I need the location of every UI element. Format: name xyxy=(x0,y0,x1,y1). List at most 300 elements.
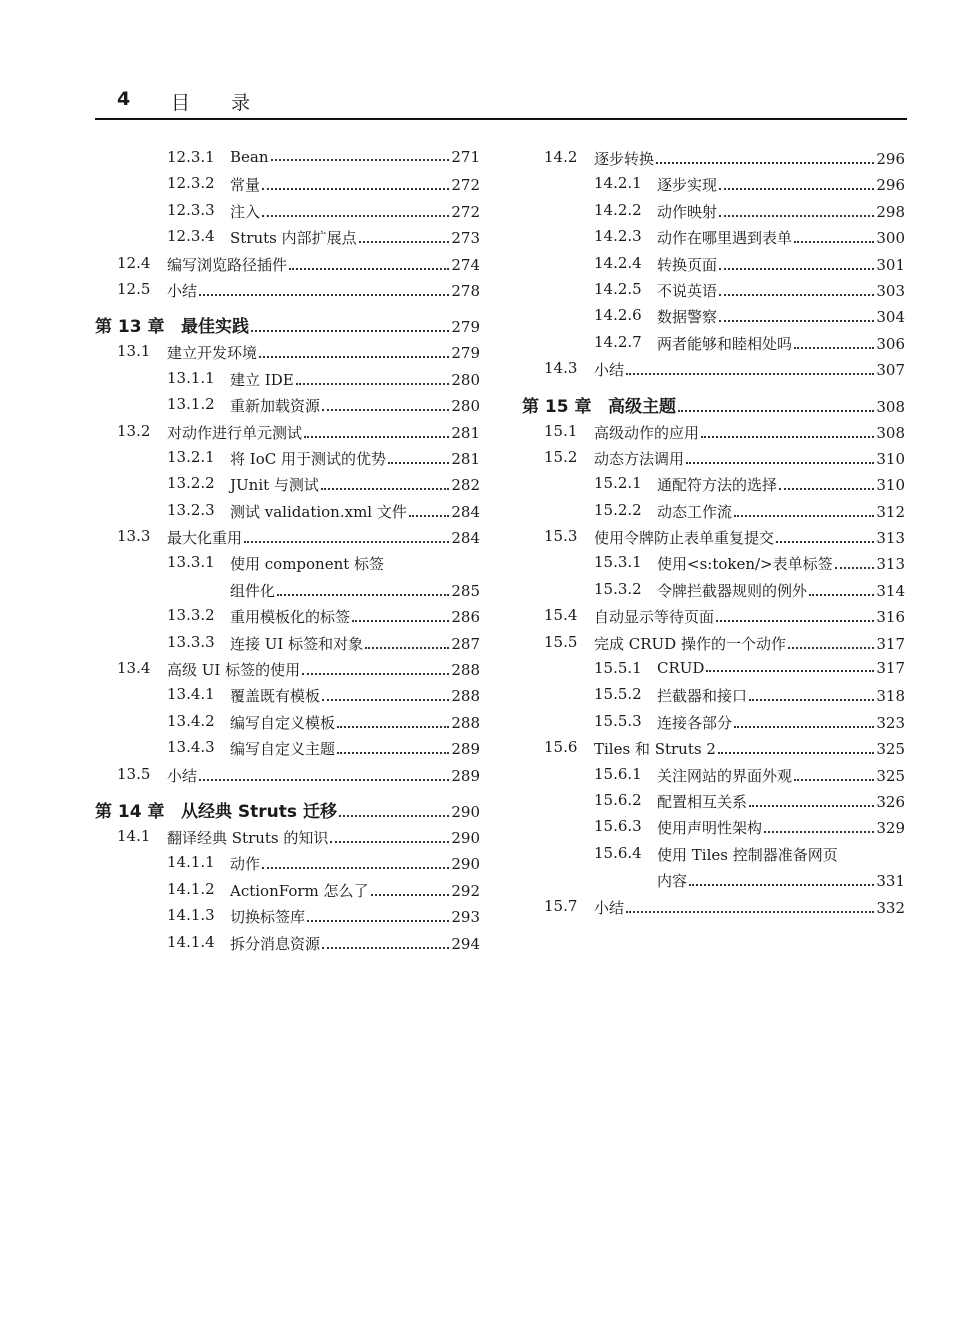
toc-entry-number: 13.3.1 xyxy=(167,553,215,572)
toc-entry-title: 使用<s:token/>表单标签 xyxy=(657,555,833,574)
toc-entry-line xyxy=(594,527,905,548)
toc-entry-line xyxy=(594,359,905,380)
toc-entry-title: 通配符方法的选择 xyxy=(657,476,778,495)
toc-entry xyxy=(522,603,905,629)
dot-leader xyxy=(339,814,449,817)
dot-leader xyxy=(734,725,874,728)
toc-entry xyxy=(95,471,480,497)
toc-entry xyxy=(95,630,480,656)
toc-entry-line xyxy=(167,280,480,301)
toc-entry-page: 285 xyxy=(451,581,480,600)
toc-entry-line xyxy=(594,633,905,654)
dot-leader xyxy=(359,240,450,243)
toc-entry-page: 273 xyxy=(451,229,480,248)
toc-entry-number: 14.2.1 xyxy=(594,174,642,193)
toc-entry-title: 连接各部分 xyxy=(657,713,733,732)
toc-entry-title: 测试 validation.xml 文件 xyxy=(230,502,407,521)
toc-entry-number: 15.3.1 xyxy=(594,553,642,572)
toc-entry-page: 325 xyxy=(876,740,905,759)
toc-entry xyxy=(522,224,905,250)
toc-entry xyxy=(95,735,480,761)
toc-entry-line xyxy=(657,870,905,891)
toc-entry-line xyxy=(167,342,480,363)
page-number: 4 xyxy=(117,88,131,110)
toc-entry-number: 12.3.3 xyxy=(167,200,215,219)
toc-entry-line xyxy=(594,448,905,469)
toc-entry-number: 13.3.2 xyxy=(167,606,215,625)
toc-entry-number: 13.2 xyxy=(117,421,151,440)
toc-entry-line xyxy=(657,765,905,786)
toc-entry-title: 关注网站的界面外观 xyxy=(657,766,793,785)
toc-entry-title: 内容 xyxy=(657,872,688,891)
toc-entry-number: 14.1.1 xyxy=(167,853,215,872)
toc-entry xyxy=(95,392,480,418)
toc-entry-line xyxy=(167,527,480,548)
toc-entry-number: 12.3.2 xyxy=(167,174,215,193)
toc-entry-title: 将 IoC 用于测试的优势 xyxy=(230,449,386,468)
toc-entry-number: 13.3.3 xyxy=(167,632,215,651)
toc-entry-line xyxy=(608,392,905,417)
toc-entry-number: 14.1.4 xyxy=(167,932,215,951)
dot-leader xyxy=(352,619,449,622)
toc-entry-page: 280 xyxy=(451,370,480,389)
toc-entry-number: 13.2.2 xyxy=(167,474,215,493)
dot-leader xyxy=(794,778,874,781)
toc-entry-line xyxy=(657,659,905,677)
toc-entry-title: 自动显示等待页面 xyxy=(594,608,715,627)
toc-entry-line xyxy=(657,280,905,301)
dot-leader xyxy=(322,698,449,701)
dot-leader xyxy=(321,487,449,490)
dot-leader xyxy=(776,540,874,543)
toc-entry-title: 编写自定义模板 xyxy=(230,713,336,732)
dot-leader xyxy=(686,461,874,464)
dot-leader xyxy=(302,672,449,675)
toc-entry xyxy=(95,224,480,250)
toc-entry-number: 15.5.2 xyxy=(594,685,642,704)
dot-leader xyxy=(388,461,449,464)
toc-entry-title: 令牌拦截器规则的例外 xyxy=(657,581,808,600)
toc-entry-number: 14.3 xyxy=(544,359,578,378)
dot-leader xyxy=(764,830,874,833)
toc-entry-number: 14.2 xyxy=(544,148,578,166)
toc-entry-page: 272 xyxy=(451,176,480,195)
toc-entry-title: 高级主题 xyxy=(608,396,676,417)
toc-entry-line xyxy=(657,501,905,522)
toc-entry-number: 14.2.6 xyxy=(594,306,642,325)
toc-entry-page: 289 xyxy=(451,740,480,759)
toc-entry-line xyxy=(230,369,480,390)
toc-entry-line xyxy=(230,906,480,927)
toc-entry-title: 重新加载资源 xyxy=(230,397,321,416)
toc-entry xyxy=(95,251,480,277)
toc-entry-title: 建立开发环境 xyxy=(167,344,258,363)
toc-entry-number: 13.1.2 xyxy=(167,395,215,414)
toc-entry-line xyxy=(181,312,480,337)
toc-entry-page: 326 xyxy=(876,792,905,811)
dot-leader xyxy=(409,514,450,517)
dot-leader xyxy=(296,382,450,385)
toc-entry-number: 13.4 xyxy=(117,659,151,678)
toc-entry xyxy=(95,903,480,929)
dot-leader xyxy=(199,778,449,781)
toc-entry-number: 15.7 xyxy=(544,896,578,915)
toc-entry-line xyxy=(230,395,480,416)
toc-entry xyxy=(522,735,905,761)
toc-entry-line xyxy=(657,174,905,195)
toc-entry-title: JUnit 与测试 xyxy=(230,476,319,495)
toc-entry-number: 15.6.2 xyxy=(594,790,642,809)
toc-entry xyxy=(95,171,480,197)
toc-entry-page: 314 xyxy=(876,581,905,600)
toc-entry-page: 312 xyxy=(876,502,905,521)
toc-entry-page: 310 xyxy=(876,449,905,468)
dot-leader xyxy=(835,566,875,569)
toc-entry xyxy=(95,145,480,171)
dot-leader xyxy=(719,214,874,217)
toc-entry-number: 12.4 xyxy=(117,253,151,272)
toc-entry-line xyxy=(230,174,480,195)
dot-leader xyxy=(626,910,874,913)
toc-entry-line xyxy=(230,201,480,222)
toc-entry-title: 翻译经典 Struts 的知识 xyxy=(167,828,329,847)
toc-entry-page: 288 xyxy=(451,713,480,732)
toc-entry-title: 不说英语 xyxy=(657,281,718,300)
toc-entry-page: 303 xyxy=(876,281,905,300)
toc-entry-page: 282 xyxy=(451,476,480,495)
dot-leader xyxy=(337,725,449,728)
toc-entry-line xyxy=(230,685,480,706)
toc-entry-page: 307 xyxy=(876,361,905,380)
toc-entry-line xyxy=(230,606,480,627)
dot-leader xyxy=(719,187,874,190)
dot-leader xyxy=(371,893,450,896)
dot-leader xyxy=(626,372,874,375)
toc-entry-page: 296 xyxy=(876,150,905,168)
toc-entry-number: 15.6.4 xyxy=(594,843,642,862)
toc-entry-title: 连接 UI 标签和对象 xyxy=(230,634,364,653)
toc-entry-title: 小结 xyxy=(167,766,198,785)
dot-leader xyxy=(719,293,874,296)
toc-entry-title: 动作在哪里遇到表单 xyxy=(657,229,793,248)
toc-entry-page: 308 xyxy=(876,423,905,442)
toc-entry-line xyxy=(230,501,480,522)
toc-entry-page: 279 xyxy=(451,344,480,363)
toc-entry-line xyxy=(167,827,480,848)
dot-leader xyxy=(262,866,449,869)
toc-entry-page: 286 xyxy=(451,608,480,627)
dot-leader xyxy=(277,593,449,596)
toc-entry-page: 288 xyxy=(451,687,480,706)
toc-entry xyxy=(522,577,905,603)
toc-entry-number: 14.1.3 xyxy=(167,906,215,925)
toc-entry xyxy=(522,524,905,550)
toc-entry xyxy=(95,682,480,708)
toc-entry-page: 325 xyxy=(876,766,905,785)
toc-entry-line xyxy=(230,933,480,954)
toc-entry-page: 272 xyxy=(451,202,480,221)
toc-entry-number: 13.2.1 xyxy=(167,447,215,466)
toc-entry xyxy=(95,339,480,365)
toc-entry-number: 13.2.3 xyxy=(167,500,215,519)
toc-entry xyxy=(522,630,905,656)
toc-entry-line xyxy=(594,738,905,759)
toc-entry-page: 289 xyxy=(451,766,480,785)
toc-entry-title: 编写自定义主题 xyxy=(230,740,336,759)
toc-entry-page: 294 xyxy=(451,934,480,953)
toc-entry-number: 12.5 xyxy=(117,279,151,298)
toc-entry-line xyxy=(657,474,905,495)
toc-entry xyxy=(95,850,480,876)
toc-entry xyxy=(95,577,480,603)
toc-entry-line xyxy=(167,765,480,786)
toc-entry-line xyxy=(594,897,905,918)
dot-leader xyxy=(678,409,874,412)
toc-entry xyxy=(522,303,905,329)
toc-entry-page: 290 xyxy=(451,855,480,874)
toc-entry xyxy=(522,471,905,497)
toc-entry-page: 329 xyxy=(876,819,905,838)
dot-leader xyxy=(788,646,874,649)
toc-entry-number: 14.1.2 xyxy=(167,879,215,898)
toc-entry-number: 15.6 xyxy=(544,738,578,757)
toc-entry-page: 280 xyxy=(451,397,480,416)
toc-entry-title: 两者能够和睦相处吗 xyxy=(657,334,793,353)
toc-entry xyxy=(95,366,480,392)
page-header xyxy=(95,82,907,120)
toc-entry-title: 动作映射 xyxy=(657,202,718,221)
toc-entry-title: 最佳实践 xyxy=(181,317,249,338)
toc-entry-number: 14.2.2 xyxy=(594,200,642,219)
toc-entry-title: Struts 内部扩展点 xyxy=(230,229,357,248)
toc-entry-line xyxy=(657,227,905,248)
toc-entry xyxy=(95,419,480,445)
toc-entry-title: 组件化 xyxy=(230,581,276,600)
toc-entry xyxy=(522,894,905,920)
dot-leader xyxy=(706,669,874,672)
toc-entry-page: 316 xyxy=(876,608,905,627)
toc-entry-page: 287 xyxy=(451,634,480,653)
toc-entry-line xyxy=(657,201,905,222)
toc-entry-line xyxy=(167,254,480,275)
toc-entry-line xyxy=(657,685,905,706)
dot-leader xyxy=(322,408,449,411)
toc-entry-title: 使用 component 标签 xyxy=(230,555,385,574)
toc-entry-title: 高级 UI 标签的使用 xyxy=(167,661,301,680)
toc-entry-number: 14.2.5 xyxy=(594,279,642,298)
toc-entry-title: 动态方法调用 xyxy=(594,449,685,468)
toc-entry-page: 313 xyxy=(876,555,905,574)
toc-chapter-entry xyxy=(95,788,480,824)
toc-entry-title: 使用令牌防止表单重复提交 xyxy=(594,529,775,548)
toc-entry-number: 15.5.1 xyxy=(594,659,642,678)
toc-chapter-entry xyxy=(95,303,480,339)
toc-entry-title: 切换标签库 xyxy=(230,908,306,927)
toc-entry-line xyxy=(230,712,480,733)
toc-entry-line xyxy=(657,333,905,354)
toc-entry-number: 15.5.3 xyxy=(594,711,642,730)
toc-chapter-entry xyxy=(522,383,905,419)
toc-entry-number: 15.4 xyxy=(544,606,578,625)
dot-leader xyxy=(307,919,449,922)
toc-entry-page: 290 xyxy=(451,802,480,821)
toc-entry-line xyxy=(167,422,480,443)
toc-entry-page: 323 xyxy=(876,713,905,732)
dot-leader xyxy=(365,646,449,649)
toc-entry-number: 15.6.3 xyxy=(594,817,642,836)
toc-entry-line xyxy=(657,791,905,812)
toc-entry-title: Bean xyxy=(230,148,269,166)
toc-entry-title: 拦截器和接口 xyxy=(657,687,748,706)
toc-entry-title: ActionForm 怎么了 xyxy=(230,881,369,900)
toc-entry-number: 14.2.4 xyxy=(594,253,642,272)
dot-leader xyxy=(749,698,874,701)
toc-entry-page: 271 xyxy=(451,148,480,166)
toc-entry-line xyxy=(594,422,905,443)
toc-entry-title: 最大化重用 xyxy=(167,529,243,548)
toc-entry-page: 278 xyxy=(451,281,480,300)
toc-entry xyxy=(522,656,905,682)
toc-entry-page: 304 xyxy=(876,308,905,327)
toc-entry xyxy=(522,356,905,382)
toc-entry-page: 317 xyxy=(876,634,905,653)
toc-entry-line xyxy=(594,606,905,627)
toc-entry-number: 13.1 xyxy=(117,342,151,361)
toc-entry-title: 使用 Tiles 控制器准备网页 xyxy=(657,845,838,864)
toc-entry-title: 转换页面 xyxy=(657,255,718,274)
toc-entry xyxy=(95,277,480,303)
toc-entry xyxy=(522,277,905,303)
toc-entry-page: 318 xyxy=(876,687,905,706)
toc-entry-line xyxy=(657,580,905,601)
toc-entry xyxy=(95,445,480,471)
toc-entry-number: 13.1.1 xyxy=(167,368,215,387)
toc-entry-page: 281 xyxy=(451,449,480,468)
toc-entry-number: 14.2.7 xyxy=(594,332,642,351)
toc-entry-line xyxy=(181,797,480,822)
toc-entry-title: 注入 xyxy=(230,202,261,221)
toc-entry-title: 高级动作的应用 xyxy=(594,423,700,442)
toc-entry-number: 15.2 xyxy=(544,447,578,466)
toc-entry xyxy=(522,330,905,356)
toc-entry-number: 13.3 xyxy=(117,527,151,546)
toc-entry-number: 13.5 xyxy=(117,764,151,783)
dot-leader xyxy=(689,883,874,886)
toc-entry-page: 298 xyxy=(876,202,905,221)
toc-entry xyxy=(95,877,480,903)
dot-leader xyxy=(656,161,874,164)
toc-entry-page: 274 xyxy=(451,255,480,274)
toc-entry-number: 15.1 xyxy=(544,421,578,440)
toc-entry xyxy=(95,603,480,629)
dot-leader xyxy=(322,946,449,949)
toc-left-column xyxy=(95,145,480,956)
toc-entry xyxy=(95,930,480,956)
dot-leader xyxy=(259,355,449,358)
toc-entry xyxy=(522,171,905,197)
toc-entry-number: 13.4.1 xyxy=(167,685,215,704)
toc-entry-line xyxy=(594,148,905,169)
toc-entry-page: 292 xyxy=(451,881,480,900)
toc-entry-page: 310 xyxy=(876,476,905,495)
toc-entry-page: 279 xyxy=(451,318,480,337)
toc-entry-title: 小结 xyxy=(594,361,625,380)
toc-entry-number: 第 13 章 xyxy=(95,317,165,338)
dot-leader xyxy=(794,346,874,349)
toc-entry-number: 15.3.2 xyxy=(594,579,642,598)
toc-right-column xyxy=(522,145,905,920)
toc-entry-number: 15.6.1 xyxy=(594,764,642,783)
toc-entry-line xyxy=(657,306,905,327)
toc-entry-line xyxy=(230,633,480,654)
toc-entry xyxy=(522,814,905,840)
dot-leader xyxy=(809,593,874,596)
dot-leader xyxy=(719,267,874,270)
toc-entry-page: 301 xyxy=(876,255,905,274)
dot-leader xyxy=(719,319,874,322)
toc-entry-line xyxy=(657,553,905,574)
toc-entry-number: 12.3.4 xyxy=(167,227,215,246)
toc-entry xyxy=(522,251,905,277)
dot-leader xyxy=(734,514,874,517)
toc-entry-page: 306 xyxy=(876,334,905,353)
dot-leader xyxy=(262,187,449,190)
toc-entry-title: 对动作进行单元测试 xyxy=(167,423,303,442)
toc-entry-page: 308 xyxy=(876,397,905,416)
toc-entry xyxy=(522,419,905,445)
toc-entry-page: 313 xyxy=(876,529,905,548)
toc-entry-page: 284 xyxy=(451,529,480,548)
toc-entry xyxy=(95,656,480,682)
dot-leader xyxy=(304,435,449,438)
header-title-char-1: 目 xyxy=(171,92,191,114)
toc-entry-page: 331 xyxy=(876,872,905,891)
toc-entry-title: 小结 xyxy=(594,898,625,917)
toc-entry-number: 15.2.1 xyxy=(594,474,642,493)
toc-entry-number: 15.5 xyxy=(544,632,578,651)
toc-entry-line xyxy=(230,853,480,874)
toc-entry-title: 重用模板化的标签 xyxy=(230,608,351,627)
toc-entry-title: 完成 CRUD 操作的一个动作 xyxy=(594,634,786,653)
toc-entry-page: 281 xyxy=(451,423,480,442)
toc-entry-title: 编写浏览路径插件 xyxy=(167,255,288,274)
toc-entry-page: 284 xyxy=(451,502,480,521)
toc-entry-title: 建立 IDE xyxy=(230,370,294,389)
dot-leader xyxy=(337,751,449,754)
toc-entry-page: 290 xyxy=(451,828,480,847)
toc-entry-title: CRUD xyxy=(657,659,705,678)
toc-entry-title: 逐步转换 xyxy=(594,150,655,168)
toc-entry-number: 14.2.3 xyxy=(594,227,642,246)
dot-leader xyxy=(244,540,449,543)
toc-entry xyxy=(522,498,905,524)
toc-entry-line xyxy=(230,448,480,469)
toc-entry-page: 332 xyxy=(876,898,905,917)
toc-entry xyxy=(522,709,905,735)
toc-entry-line xyxy=(657,844,905,865)
toc-entry-title: 数据警察 xyxy=(657,308,718,327)
toc-entry-page: 293 xyxy=(451,908,480,927)
toc-entry xyxy=(522,867,905,893)
dot-leader xyxy=(794,240,874,243)
toc-entry-number: 15.2.2 xyxy=(594,500,642,519)
toc-entry-title: 小结 xyxy=(167,281,198,300)
toc-entry-title: Tiles 和 Struts 2 xyxy=(594,740,716,759)
toc-entry-title: 拆分消息资源 xyxy=(230,934,321,953)
toc-entry-line xyxy=(230,227,480,248)
toc-entry-title: 动态工作流 xyxy=(657,502,733,521)
toc-entry xyxy=(95,498,480,524)
